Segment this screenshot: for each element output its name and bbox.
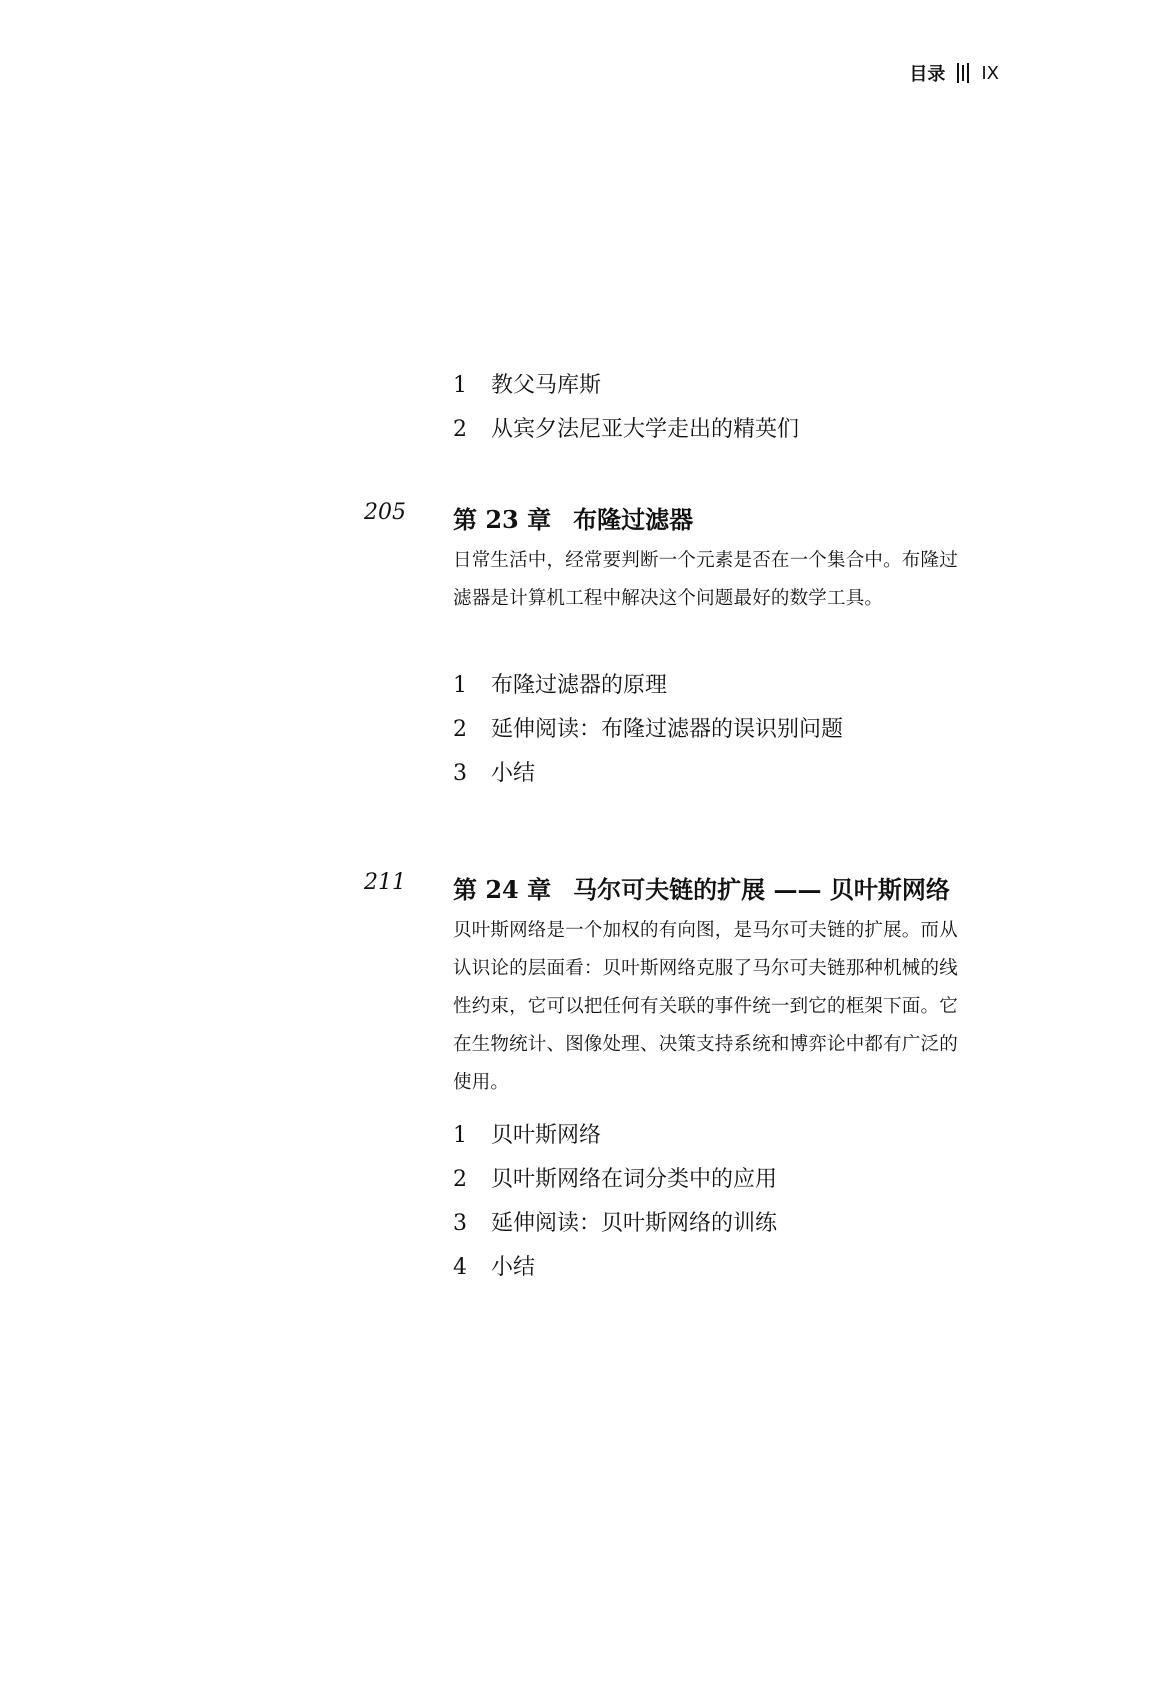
item-text: 小结 [491, 1255, 536, 1280]
chapter-title [453, 870, 950, 905]
list-item [453, 756, 843, 800]
item-text: 延伸阅读：布隆过滤器的误识别问题 [491, 717, 844, 742]
list-item [453, 1118, 777, 1162]
item-text: 布隆过滤器的原理 [491, 673, 668, 698]
item-number: 2 [453, 717, 467, 742]
item-number: 3 [453, 761, 467, 786]
chapter-page-number: 211 [364, 870, 406, 895]
chapter-24-item-list [453, 1118, 777, 1294]
chapter-number: 第 24 章 [453, 875, 552, 904]
chapter-description: 贝叶斯网络是一个加权的有向图，是马尔可夫链的扩展。而从认识论的层面看：贝叶斯网络克服了马尔可夫链那种机械的线性约束，它可以把任何有关联的事件统一到它的框架下面。它在生物统计、图像处理、决策支持系统和博弈论中都有广泛的使用。 [453, 920, 958, 1093]
item-text: 贝叶斯网络在词分类中的应用 [491, 1167, 778, 1192]
item-number: 2 [453, 1167, 467, 1192]
item-number: 1 [453, 673, 467, 698]
chapter-name: 马尔可夫链的扩展 —— 贝叶斯网络 [573, 875, 950, 904]
chapter-23-item-list [453, 668, 843, 800]
chapter-number: 第 23 章 [453, 505, 552, 534]
item-text: 从宾夕法尼亚大学走出的精英们 [491, 417, 800, 442]
list-item [453, 368, 799, 412]
header-label: 目录 [909, 64, 946, 85]
item-number: 4 [453, 1255, 467, 1280]
list-item [453, 668, 843, 712]
list-item [453, 1162, 777, 1206]
chapter-title [453, 500, 693, 535]
chapter-page-number: 205 [364, 500, 406, 525]
item-text: 教父马库斯 [491, 373, 602, 398]
item-number: 1 [453, 1123, 467, 1148]
list-item [453, 412, 799, 456]
item-text: 贝叶斯网络 [491, 1123, 602, 1148]
header-page-number: IX [981, 62, 999, 84]
item-number: 1 [453, 373, 467, 398]
intro-item-list [453, 368, 799, 456]
chapter-description: 日常生活中，经常要判断一个元素是否在一个集合中。布隆过滤器是计算机工程中解决这个问题最好的数学工具。 [453, 550, 958, 609]
chapter-name: 布隆过滤器 [573, 505, 694, 534]
list-item [453, 712, 843, 756]
item-number: 3 [453, 1211, 467, 1236]
item-number: 2 [453, 417, 467, 442]
running-header [909, 60, 999, 86]
header-divider-icon [957, 63, 969, 83]
item-text: 延伸阅读：贝叶斯网络的训练 [491, 1211, 778, 1236]
list-item [453, 1250, 777, 1294]
list-item [453, 1206, 777, 1250]
item-text: 小结 [491, 761, 536, 786]
